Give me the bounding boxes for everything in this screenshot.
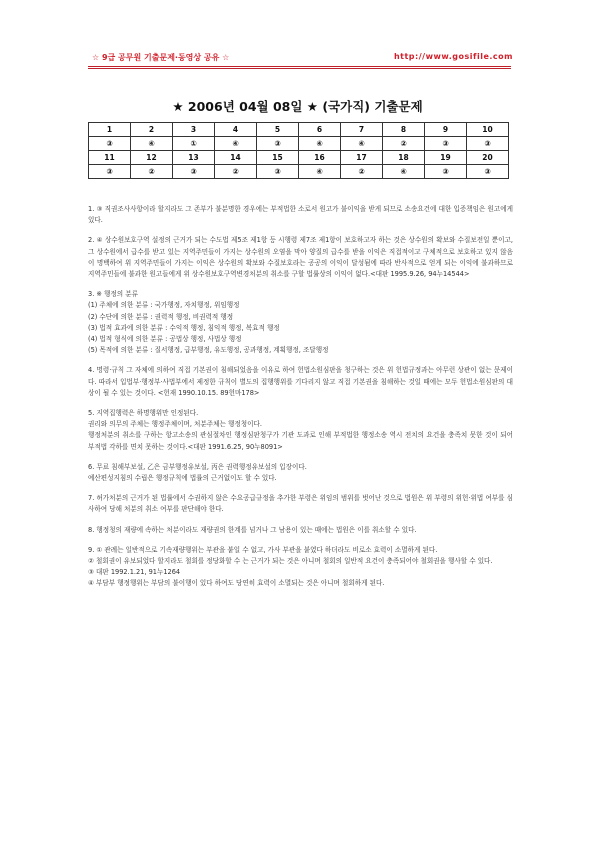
header-rule-top [88, 66, 511, 67]
explanation-line: 3. ※ 행정의 분류 [88, 290, 138, 299]
answer-cell: ③ [467, 137, 509, 151]
explanation-line: 2. ④ 상수원보호구역 설정의 근거가 되는 수도법 제5조 제1항 등 시행령 제7조 제1항이 보호하고자 하는 것은 상수원의 확보와 수질보전일 뿐이고, 그 상수원에서 급수를 받고 있는 지역주민들이 가지는 상수원의 오염을 막아 양질의 급수를 받을 이익은 직접적이고 구체적으로 보호하고 있지 않음이 명백하여 위 지역주민들이 가지는 이익은 상수원의 확보와 수질보호라는 공공의 이익이 달성됨에 따라 반사적으로 얻게 되는 이익에 불과하므로 지역주민들에 불과한 원고들에게 위 상수원보호구역변경처분의 취소를 구할 법률상의 이익이 없다.<대판 1995.9.26, 94누14544> [88, 236, 513, 279]
question-number-cell: 9 [425, 123, 467, 137]
explanation-paragraph [88, 525, 513, 536]
question-number-cell: 7 [341, 123, 383, 137]
explanation-line: (3) 법적 효과에 의한 분류 : 수익적 행정, 침익적 행정, 복효적 행정 [88, 323, 280, 332]
question-number-cell: 2 [131, 123, 173, 137]
explanation-line: 6. 무료 침해부보설, 乙은 금부행정유보설, 丙은 권력행정유보설의 입장이다. [88, 462, 307, 471]
explanation-line: 8. 행정청의 재량에 속하는 처분이라도 재량권의 한계를 넘거나 그 남용이 있는 때에는 법원은 이를 취소할 수 있다. [88, 525, 417, 534]
answer-cell: ④ [131, 137, 173, 151]
question-number-cell: 13 [173, 151, 215, 165]
answer-number-row [89, 123, 509, 137]
explanation-line: 권리와 의무의 주체는 행정주체이며, 처분주체는 행정청이다. [88, 420, 262, 429]
explanation-paragraph [88, 289, 513, 356]
question-number-cell: 6 [299, 123, 341, 137]
header-left-text: ☆ 9급 공무원 기출문제·동영상 공유 ☆ [92, 53, 230, 62]
question-number-cell: 18 [383, 151, 425, 165]
answer-cell: ③ [257, 137, 299, 151]
explanation-line: (2) 수단에 의한 분류 : 권력적 행정, 비권력적 행정 [88, 312, 234, 321]
question-number-cell: 8 [383, 123, 425, 137]
explanation-line: 1. ③ 직권조사사항이라 할지라도 그 존부가 불분명한 경우에는 부적법한 소로서 원고가 불이익을 받게 되므로 소송요건에 대한 입증책임은 원고에게 있다. [88, 205, 513, 225]
explanation-line: (5) 목적에 의한 분류 : 질서행정, 급부행정, 유도행정, 공과행정, 계획행정, 조달행정 [88, 346, 329, 355]
question-number-cell: 12 [131, 151, 173, 165]
answer-value-row [89, 165, 509, 179]
answer-cell: ③ [425, 165, 467, 179]
answer-cell: ③ [467, 165, 509, 179]
answer-cell: ④ [299, 165, 341, 179]
question-number-cell: 3 [173, 123, 215, 137]
explanation-line: ④ 부담부 행정행위는 부담의 불이행이 있다 하여도 당연히 효력이 소멸되는 것은 아니며 철회하게 된다. [88, 579, 385, 588]
answer-cell: ③ [173, 165, 215, 179]
explanation-line: (1) 주체에 의한 분류 : 국가행정, 자치행정, 위임행정 [88, 301, 240, 310]
question-number-cell: 16 [299, 151, 341, 165]
explanation-line: 5. 지역집행력은 하명행위만 인정된다. [88, 409, 199, 418]
explanation-body [88, 204, 513, 599]
answer-cell: ③ [257, 165, 299, 179]
explanation-line: 행정처분의 취소를 구하는 항고소송의 관심절차인 행정심판청구가 기관 도과로 인해 부적법한 행정소송 역시 전치의 요건을 충족치 못한 것이 되어 부적법 각하를 면치 못하는 것이다.<대판 1991.6.25, 90누8091> [88, 431, 513, 451]
explanation-line: ② 철회권이 유보되었다 할지라도 철회를 정당화할 수 는 근거가 되는 것은 아니며 철회의 일반적 요건이 충족되어야 철회권을 행사할 수 있다. [88, 557, 493, 566]
question-number-cell: 5 [257, 123, 299, 137]
answer-cell: ③ [89, 137, 131, 151]
question-number-cell: 19 [425, 151, 467, 165]
explanation-paragraph [88, 545, 513, 590]
explanation-line: 9. ① 관례는 일반적으로 기속재량행위는 부관을 붙일 수 없고, 가사 부관을 붙였다 하더라도 비로소 효력이 소멸하게 된다. [88, 545, 438, 554]
question-number-cell: 20 [467, 151, 509, 165]
page-title: ★ 2006년 04월 08일 ★ (국가직) 기출문제 [172, 99, 423, 114]
explanation-paragraph [88, 462, 513, 484]
explanation-paragraph [88, 365, 513, 399]
explanation-line: 7. 허가처분의 근거가 된 법률에서 수권하지 않은 수요공급규정을 추가한 부령은 위임의 범위를 벗어난 것으로 법원은 위 부령의 위헌·위법 여부를 심사하여 당해 처분의 취소 여부를 판단해야 한다. [88, 494, 513, 514]
answer-number-row [89, 151, 509, 165]
explanation-line: 예산편성지침의 수립은 행정규칙에 법률의 근거없이도 할 수 있다. [88, 474, 277, 483]
question-number-cell: 4 [215, 123, 257, 137]
answer-cell: ① [173, 137, 215, 151]
explanation-paragraph [88, 204, 513, 226]
explanation-line: ③ 대판 1992.1.21, 91누1264 [88, 568, 181, 577]
header-rule-bottom [88, 68, 511, 69]
explanation-paragraph [88, 235, 513, 280]
question-number-cell: 15 [257, 151, 299, 165]
answer-cell: ④ [215, 137, 257, 151]
answer-cell: ④ [299, 137, 341, 151]
explanation-line: 4. 명령·규칙 그 자체에 의하여 직접 기본권이 침해되었음을 이유로 하여 헌법소원심판을 청구하는 것은 위 헌법규정과는 아무런 상관이 없는 문제이다. 따라서 입법부·행정부·사법부에서 제정한 규칙이 별도의 집행행위를 기다리지 않고 직접 기본권을 침해하는 것일 때에는 모두 헌법소원심판의 대상이 될 수 있는 것이다. <헌재 1990.10.15. 89헌마178> [88, 366, 513, 397]
question-number-cell: 1 [89, 123, 131, 137]
header-url[interactable]: http://www.gosifile.com [393, 52, 513, 61]
answer-cell: ② [215, 165, 257, 179]
answer-cell: ② [131, 165, 173, 179]
answer-value-row [89, 137, 509, 151]
answer-cell: ② [341, 165, 383, 179]
question-number-cell: 14 [215, 151, 257, 165]
explanation-paragraph [88, 493, 513, 515]
question-number-cell: 11 [89, 151, 131, 165]
answer-cell: ④ [383, 165, 425, 179]
answer-table [88, 122, 509, 179]
question-number-cell: 17 [341, 151, 383, 165]
answer-cell: ③ [89, 165, 131, 179]
explanation-line: (4) 법적 형식에 의한 분류 : 공법상 행정, 사법상 행정 [88, 335, 242, 344]
answer-cell: ④ [341, 137, 383, 151]
question-number-cell: 10 [467, 123, 509, 137]
answer-cell: ③ [425, 137, 467, 151]
page-header [0, 52, 595, 66]
explanation-paragraph [88, 408, 513, 453]
answer-cell: ② [383, 137, 425, 151]
